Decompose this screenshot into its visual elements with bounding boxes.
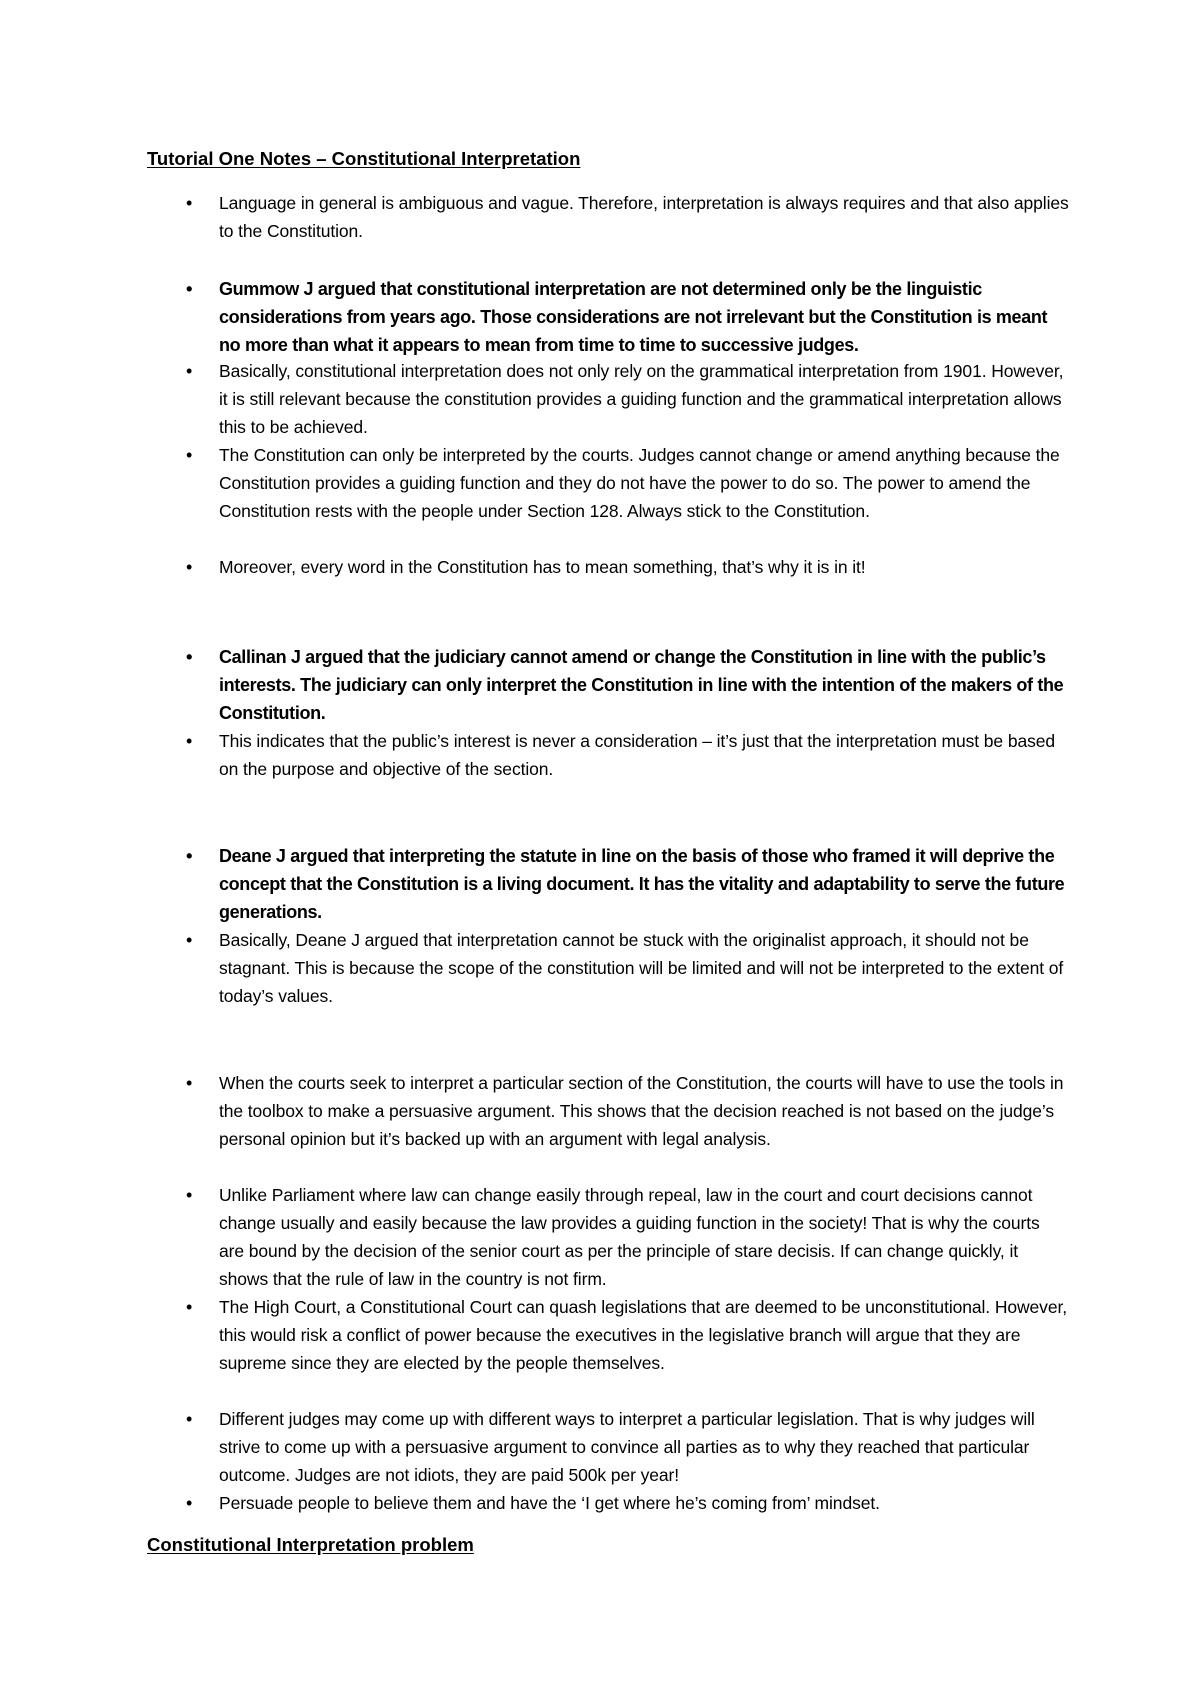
bullet-marker: •: [186, 845, 193, 866]
bullet-text: Persuade people to believe them and have the ‘I get where he’s coming from’ mindset.: [219, 1493, 880, 1513]
bullet-text: Gummow J argued that constitutional interpretation are not determined only be the linguistic considerations from years ago. Those considerations are not irrelevant but the Constitution is meant no more than what it appears to mean from time to time to successive judges.: [219, 279, 1048, 355]
bullet-text: Language in general is ambiguous and vague. Therefore, interpretation is always requires and that also applies to the Constitution.: [219, 193, 1069, 241]
page-title: Tutorial One Notes – Constitutional Interpretation: [147, 148, 581, 169]
bullet-text: Moreover, every word in the Constitution has to mean something, that’s why it is in it!: [219, 557, 866, 577]
bullet-marker: •: [186, 1409, 193, 1429]
bullet-marker: •: [186, 1493, 193, 1513]
bullet-text: This indicates that the public’s interest is never a consideration – it’s just that the interpretation must be based on the purpose and objective of the section.: [219, 731, 1056, 779]
bullet-marker: •: [186, 445, 193, 465]
bullet-text: The High Court, a Constitutional Court can quash legislations that are deemed to be unconstitutional. However, this would risk a conflict of power because the executives in the legislative branch will argue that they are supreme since they are elected by the people themselves.: [219, 1297, 1067, 1373]
bullet-marker: •: [186, 278, 193, 299]
bullet-marker: •: [186, 1073, 193, 1093]
bullet-text: When the courts seek to interpret a particular section of the Constitution, the courts will have to use the tools in the toolbox to make a persuasive argument. This shows that the decision reached is not based on the judge’s personal opinion but it’s backed up with an argument with legal analysis.: [219, 1073, 1064, 1149]
bullet-text: Different judges may come up with different ways to interpret a particular legislation. That is why judges will strive to come up with a persuasive argument to convince all parties as to why they reached that particular outcome. Judges are not idiots, they are paid 500k per year!: [219, 1409, 1035, 1485]
bullet-marker: •: [186, 361, 193, 381]
bullet-text: Deane J argued that interpreting the statute in line on the basis of those who framed it will deprive the concept that the Constitution is a living document. It has the vitality and adaptability to serve the future generations.: [219, 846, 1065, 922]
bullet-marker: •: [186, 1297, 193, 1317]
bullet-marker: •: [186, 930, 193, 950]
bullet-marker: •: [186, 1185, 193, 1205]
bullet-marker: •: [186, 731, 193, 751]
bullet-marker: •: [186, 193, 193, 213]
bullet-text: Unlike Parliament where law can change easily through repeal, law in the court and court decisions cannot change usually and easily because the law provides a guiding function in the society! That is why the courts are bound by the decision of the senior court as per the principle of stare decisis. If can change quickly, it shows that the rule of law in the country is not firm.: [219, 1185, 1040, 1289]
bullet-marker: •: [186, 646, 193, 667]
bullet-text: Callinan J argued that the judiciary cannot amend or change the Constitution in line with the public’s interests. The judiciary can only interpret the Constitution in line with the intention of the makers of the Constitution.: [219, 647, 1064, 723]
bullet-text: Basically, Deane J argued that interpretation cannot be stuck with the originalist approach, it should not be stagnant. This is because the scope of the constitution will be limited and will not be interpreted to the extent of today’s values.: [219, 930, 1064, 1006]
section-heading: Constitutional Interpretation problem: [147, 1534, 474, 1555]
bullet-text: Basically, constitutional interpretation does not only rely on the grammatical interpretation from 1901. However, it is still relevant because the constitution provides a guiding function and the grammatical interpretation allows this to be achieved.: [219, 361, 1064, 437]
bullet-text: The Constitution can only be interpreted by the courts. Judges cannot change or amend anything because the Constitution provides a guiding function and they do not have the power to do so. The power to amend the Constitution rests with the people under Section 128. Always stick to the Constitution.: [219, 445, 1060, 521]
bullet-marker: •: [186, 557, 193, 577]
